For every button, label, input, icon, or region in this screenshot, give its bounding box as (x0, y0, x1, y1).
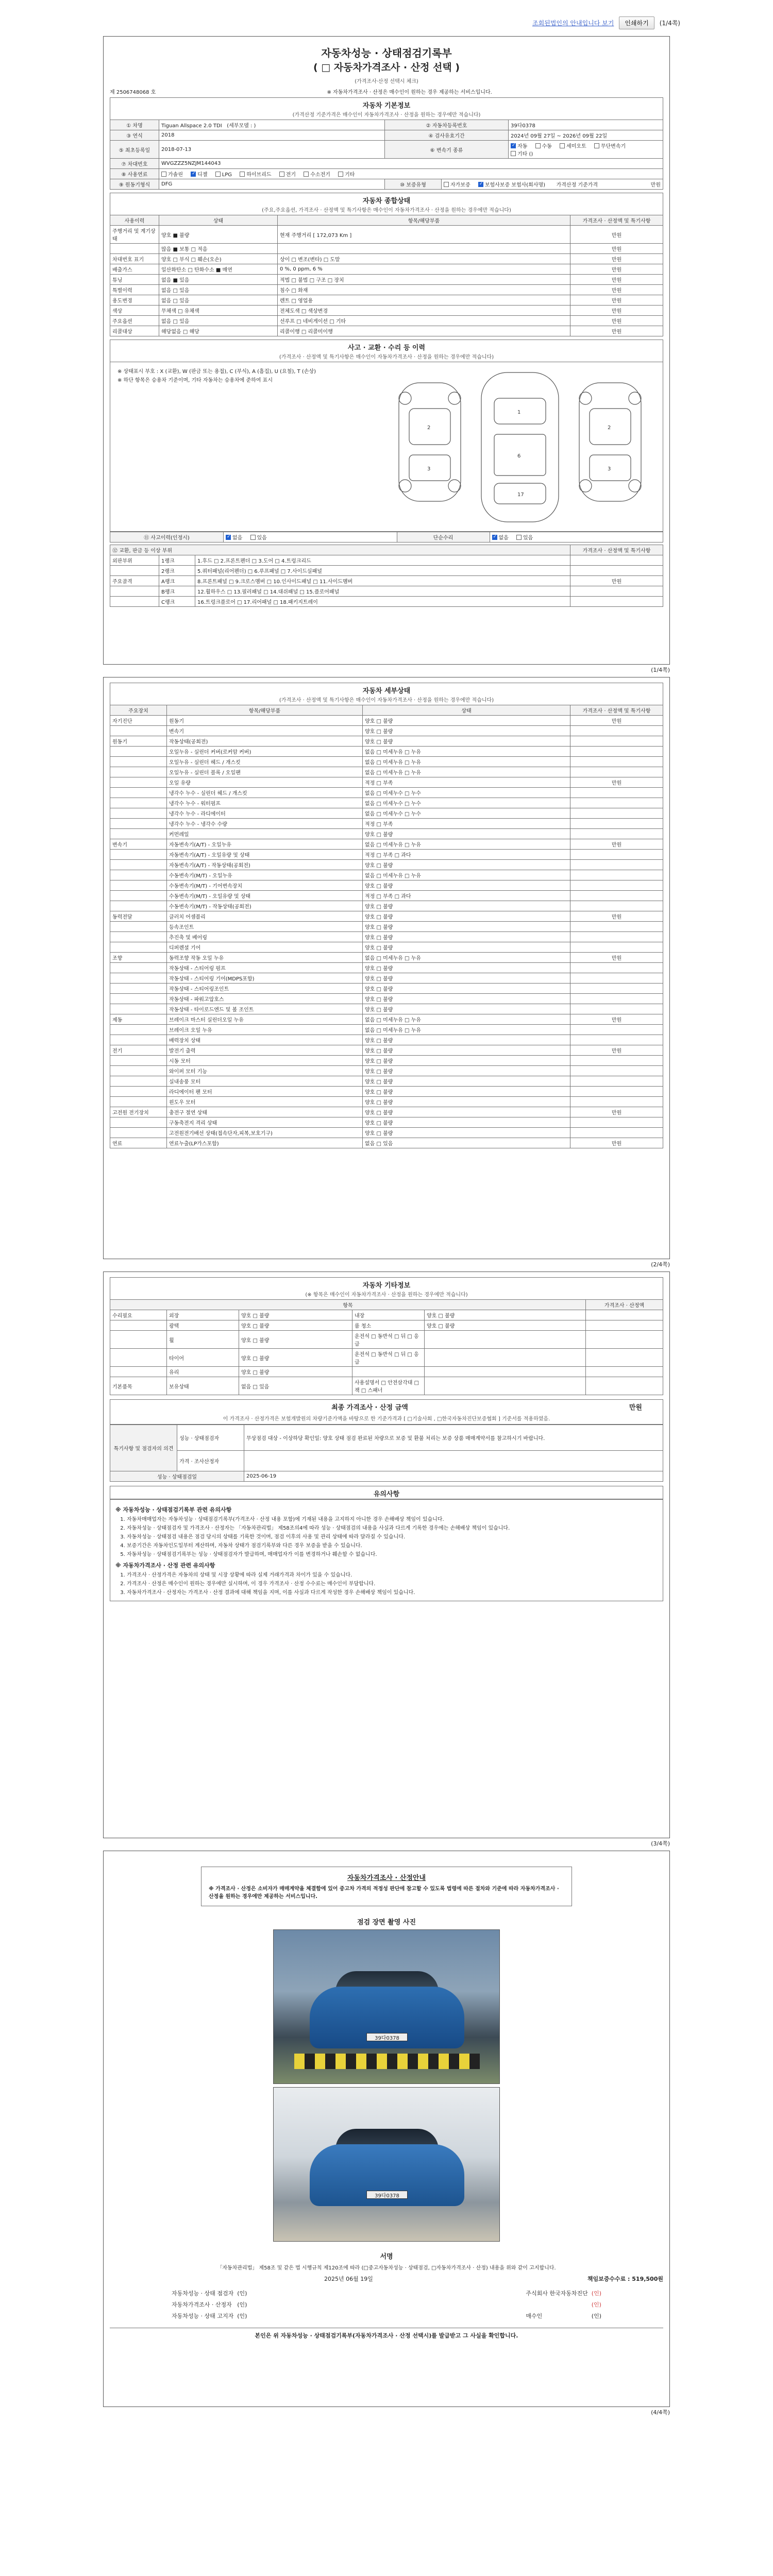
table-row: 냉각수 누수 - 워터펌프 없음 □ 미세누수 □ 누수 (110, 798, 663, 808)
engine-label: ⑨ 원동기형식 (110, 179, 159, 190)
accident-sub: (가격조사 · 산정액 및 특기사항은 매수인이 자동차가격조사 · 산정을 원하는 경우에만 적습니다) (110, 352, 663, 362)
table-row: 주행거리 및 계기상태 양호 ■ 불량 현재 주행거리 [ 172,073 Km ] 만원 (110, 226, 663, 244)
price-guide-title: 자동차가격조사 · 산정안내 (347, 1874, 426, 1882)
inspect-date-value: 2025-06-19 (244, 1471, 663, 1482)
table-row: 작동상태 - 스티어링 기어(MDPS포함) 양호 □ 불량 (110, 973, 663, 984)
first-reg-value: 2018-07-13 (159, 141, 385, 159)
table-row: 색상 무채색 □ 유채색 전체도색 □ 색상변경 만원 (110, 306, 663, 316)
list-item: 1. 가격조사 · 산정가격은 자동차의 상태 및 시장 상황에 따라 실제 거래가격과 차이가 있을 수 있습니다. (127, 1571, 658, 1579)
table-row: 많음 ■ 보통 □ 적음 만원 (110, 244, 663, 254)
table-row: 배력장치 상태 양호 □ 불량 (110, 1035, 663, 1045)
inspection-photo-front (273, 1929, 500, 2084)
table-row: 작동상태 - 파워고압호스 양호 □ 불량 (110, 994, 663, 1004)
table-row: 디퍼렌셜 기어 양호 □ 불량 (110, 942, 663, 953)
page-number: (1/4쪽) (651, 667, 670, 673)
table-row: 차대번호 표기 양호 □ 부식 □ 훼손(오손) 상이 □ 변조(변타) □ 도말 만원 (110, 254, 663, 264)
checkbox-icon (161, 172, 166, 177)
year-label: ③ 연식 (110, 130, 159, 141)
inspect-period-label: ④ 검사유효기간 (384, 130, 508, 141)
table-row: 자동변속기(A/T) - 작동상태(공회전) 양호 □ 불량 (110, 860, 663, 870)
car-diagram-box (110, 362, 663, 532)
final-price-note: 이 가격조사 · 산정가격은 보험개발원의 차량기준가액을 바탕으로 한 기준가격과 [ □기술사회 , □한국자동차진단보증협회 ] 기준서를 적용하였음. (110, 1412, 663, 1425)
accident-yes[interactable]: 있음 (250, 535, 267, 541)
price-basis-unit: 만원 (650, 182, 661, 188)
accident-q2-label: 단순수리 (397, 532, 490, 543)
accident-q1-label: ⑪ 사고이력(인정시) (110, 532, 224, 543)
table-row: 원동기 작동상태(공회전) 양호 □ 불량 (110, 736, 663, 747)
fuel-opt-electric[interactable]: 전기 (279, 172, 296, 178)
other-info-table (110, 1299, 663, 1395)
exchange-price-header: 가격조사 · 산정액 및 특기사항 (570, 545, 663, 555)
detail-table (110, 705, 663, 1148)
table-row: 외판부위 1랭크 1.후드 □ 2.프론트펜더 □ 3.도어 □ 4.트렁크리드 (110, 555, 663, 566)
detail-col-header: 주요장치 (110, 705, 167, 716)
table-row: 2랭크 5.쿼터패널(리어펜더) □ 6.루프패널 □ 7.사이드실패널 (110, 566, 663, 576)
repair-none[interactable]: ✓ 없음 (492, 535, 509, 541)
basic-info-table: ① 차명 Tiguan Allspace 2.0 TDI (세부모델 : ) ② 자동차등록번호 39다0378 ③ 연식 2018 ④ 검사유효기간 2024년 09월 27일 ~ 2026년 09월 22일 ⑤ 최초등록일 2018-07-13 ⑥ 변속기 종류 ✓자동 수동 세미오토 무단변속기 기타 () ⑦ 차대번호 WVGZZZ5NZJM144043 ⑧ 사용연료 가솔린 ✓ 디젤 LPG 하이브리드 전기 수소전기 기타 ⑨ 원동기형식 DFG ⑩ 보증유형 자가보증 ✓ 보험사보증 보험사(회사명) 가격산정 기준가격 만원 (110, 120, 663, 190)
fuel-opt-gasoline[interactable]: 가솔린 (161, 172, 183, 178)
table-row: 커먼레일 양호 □ 불량 (110, 829, 663, 839)
price-guide-box (201, 1867, 572, 1906)
engine-value: DFG (159, 179, 385, 190)
trans-opt-auto[interactable]: ✓자동 (511, 144, 527, 149)
list-item: 2. 자동차성능 · 상태점검자 및 가격조사 · 산정자는 「자동차관리법」 제58조의4에 따라 성능 · 상태점검의 내용을 사실과 다르게 기록한 경우에는 손해배상 책임이 있습니다. (127, 1524, 658, 1532)
svg-text:17: 17 (517, 492, 524, 498)
trans-opt-semi[interactable]: 세미오토 (560, 144, 586, 149)
photo-plate: 39다0378 (366, 2191, 408, 2199)
checkbox-icon (444, 182, 449, 187)
table-row: 가격 · 조사산정자 (110, 1451, 663, 1471)
detail-col-header: 항목/해당부품 (167, 705, 363, 716)
table-row: 배출가스 일산화탄소 □ 탄화수소 ■ 매연 0 %, 0 ppm, 6 % 만원 (110, 264, 663, 275)
caution-title-2: ※ 자동차가격조사 · 산정 관련 유의사항 (115, 1562, 215, 1569)
exchange-heading: ⑫ 교환, 판금 등 이상 부위 (110, 545, 570, 555)
table-row: 냉각수 누수 - 라디에이터 없음 □ 미세누수 □ 누수 (110, 808, 663, 819)
table-row: 수동변속기(M/T) - 작동상태(공회전) 양호 □ 불량 (110, 901, 663, 911)
page-number: (2/4쪽) (651, 1261, 670, 1268)
table-row: 조향 동력조향 작동 오일 누유 없음 □ 미세누유 □ 누유 만원 (110, 953, 663, 963)
table-row: B랭크 12.휠하우스 □ 13.필러패널 □ 14.대쉬패널 □ 15.플로어패널 (110, 586, 663, 597)
price-basis-label: 가격산정 기준가격 (556, 182, 598, 188)
top-toolbar (93, 0, 680, 36)
page-number: (3/4쪽) (651, 1840, 670, 1847)
document-title: 자동차성능 · 상태점검기록부 (321, 47, 452, 59)
price-guide-text: ※ 가격조사 · 산정은 소비자가 매매계약을 체결함에 있어 중고차 가격의 적정성 판단에 참고할 수 있도록 법령에 따른 절차와 기준에 따라 자동차가격조사 · 산정을 원하는 경우에만 제공하는 서비스입니다. (209, 1886, 559, 1900)
signers-block (110, 2284, 663, 2325)
table-row: 변속기 자동변속기(A/T) - 오일누유 없음 □ 미세누유 □ 누유 만원 (110, 839, 663, 850)
sheet-page-2 (103, 677, 670, 1259)
table-row: 변속기 양호 □ 불량 (110, 726, 663, 736)
page-number: (4/4쪽) (651, 2409, 670, 2416)
transmission-label: ⑥ 변속기 종류 (384, 141, 508, 159)
checkbox-icon (560, 143, 565, 148)
table-row: 윈도우 모터 양호 □ 불량 (110, 1097, 663, 1107)
list-item: 1. 자동차매매업자는 자동차성능 · 상태점검기록부(가격조사 · 산정 내용 포함)에 기재된 내용을 고지하지 아니한 경우 손해배상 책임이 있습니다. (127, 1516, 658, 1523)
table-row: 자동변속기(A/T) - 오일유량 및 상태 적정 □ 부족 □ 과다 (110, 850, 663, 860)
table-row: 고전원 전기장치 충전구 절연 상태 양호 □ 불량 만원 (110, 1107, 663, 1117)
status-col-header: 상태 (159, 215, 278, 226)
table-row: 용도변경 없음 □ 있음 렌트 □ 영업용 만원 (110, 295, 663, 306)
signer-row: 자동차성능 · 상태 고지자 (인) (172, 2313, 247, 2319)
table-row: 브레이크 오일 누유 없음 □ 미세누유 □ 누유 (110, 1025, 663, 1035)
checkbox-icon (492, 535, 497, 540)
final-price-heading: 최종 가격조사 · 산정 금액 만원 (110, 1399, 663, 1412)
list-item: 5. 자동차성능 · 상태점검기록부는 성능 · 상태점검자가 발급하며, 매매업자가 이를 변경하거나 훼손할 수 없습니다. (127, 1551, 658, 1558)
car-name-value: Tiguan Allspace 2.0 TDI (161, 123, 222, 129)
transmission-options (509, 141, 663, 159)
table-row: 등속조인트 양호 □ 불량 (110, 922, 663, 932)
table-row: 시동 모터 양호 □ 불량 (110, 1056, 663, 1066)
other-col-price: 가격조사 · 산정액 (586, 1300, 663, 1310)
table-row: 제동 브레이크 마스터 실린더오일 누유 없음 □ 미세누유 □ 누유 만원 (110, 1014, 663, 1025)
accident-none[interactable]: ✓ 없음 (226, 535, 242, 541)
table-row: 작동상태 - 스티어링 펌프 양호 □ 불량 (110, 963, 663, 973)
list-item: 3. 자동차가격조사 · 산정자는 가격조사 · 산정 결과에 대해 책임을 지며, 이를 사실과 다르게 작성한 경우 손해배상 책임이 있습니다. (127, 1589, 658, 1597)
detail-heading: 자동차 세부상태 (110, 683, 663, 696)
inspect-date-label: 성능 · 상태점검일 (110, 1471, 244, 1482)
print-button[interactable]: 인쇄하기 (619, 16, 654, 29)
status-col-header: 사용이력 (110, 215, 159, 226)
table-row: 휠 양호 □ 불량 운전석 □ 동반석 □ 뒤 □ 응급 (110, 1331, 663, 1349)
photo-heading: 점검 장면 촬영 사진 (357, 1919, 416, 1926)
svg-text:6: 6 (517, 453, 521, 459)
year-value: 2018 (159, 130, 385, 141)
table-row: 오일누유 - 실린더 블록 / 오일팬 없음 □ 미세누유 □ 누유 (110, 767, 663, 777)
caution-heading: 유의사항 (110, 1486, 663, 1499)
fuel-opt-hybrid[interactable]: 하이브리드 (240, 172, 271, 178)
sheet-page-4 (103, 1851, 670, 2407)
notice-link[interactable]: 조회된법인의 안내입니다 보기 (532, 19, 614, 27)
table-row: 오일 유량 적정 □ 부족 만원 (110, 777, 663, 788)
table-row: 수동변속기(M/T) - 기어변속장치 양호 □ 불량 (110, 880, 663, 891)
trans-opt-cvt[interactable]: 무단변속기 (594, 144, 626, 149)
table-row: 주요골격 A랭크 8.프론트패널 □ 9.크로스멤버 □ 10.인사이드패널 □ 11.사이드멤버 만원 (110, 576, 663, 586)
car-diagram (378, 362, 663, 531)
table-row: 타이어 양호 □ 불량 운전석 □ 동반석 □ 뒤 □ 응급 (110, 1349, 663, 1367)
checkbox-icon (240, 172, 245, 177)
status-sub: (주요,주요옵션, 가격조사 · 산정액 및 특기사항은 매수인이 자동차가격조사 · 산정을 원하는 경우에만 적습니다) (110, 206, 663, 215)
basic-info-heading: 자동차 기본정보 (110, 97, 663, 110)
page-indicator: (1/4쪽) (659, 19, 680, 27)
table-row: 연료 연료누출(LP가스포함) 없음 □ 있음 만원 (110, 1138, 663, 1148)
other-info-heading: 자동차 기타정보 (110, 1277, 663, 1290)
checkbox-icon (511, 151, 516, 156)
svg-text:2: 2 (427, 425, 431, 431)
table-row: 작동상태 - 스티어링조인트 양호 □ 불량 (110, 984, 663, 994)
table-row: 실내송풍 모터 양호 □ 불량 (110, 1076, 663, 1087)
warranty-label: ⑩ 보증유형 (384, 179, 441, 190)
table-row: 리콜대상 해당없음 □ 해당 리콜이행 □ 리콜미이행 만원 (110, 326, 663, 336)
warranty-opt-insurer[interactable]: ✓ 보험사보증 보험사(회사명) (478, 182, 545, 188)
table-row: 오일누유 - 실린더 헤드 / 개스킷 없음 □ 미세누유 □ 누유 (110, 757, 663, 767)
table-row: 튜닝 없음 ■ 있음 적법 □ 불법 □ 구조 □ 장치 만원 (110, 275, 663, 285)
caution-title-1: ※ 자동차성능 · 상태점검기록부 관련 유의사항 (115, 1506, 232, 1513)
sign-heading: 서명 (110, 2249, 663, 2261)
signer-row: 자동차성능 · 상태 점검자 (인) (172, 2290, 247, 2297)
detail-sub: (가격조사 · 산정액 및 특기사항은 매수인이 자동차가격조사 · 산정을 원하는 경우에만 적습니다) (110, 696, 663, 705)
sheet-page-3 (103, 1272, 670, 1838)
table-row: 추진축 및 베어링 양호 □ 불량 (110, 932, 663, 942)
sheet-page-1 (103, 36, 670, 665)
checkbox-icon (215, 172, 221, 177)
status-col-header: 항목/해당부품 (278, 215, 570, 226)
table-row: 전기 발전기 출력 양호 □ 불량 만원 (110, 1045, 663, 1056)
accident-q2-options (490, 532, 663, 543)
detail-col-header: 상태 (363, 705, 570, 716)
doc-meta-row (110, 88, 663, 95)
warranty-opt-self[interactable]: 자가보증 (444, 182, 470, 188)
signer-row: (인) (591, 2301, 601, 2308)
status-heading: 자동차 종합상태 (110, 193, 663, 206)
trans-opt-etc[interactable]: 기타 () (511, 151, 533, 157)
status-table (110, 215, 663, 336)
sign-law-text: 「자동차관리법」 제58조 및 같은 법 시행규칙 제120조에 따라 (□중고자동차성능 · 상태점검, □자동차가격조사 · 산정) 내용을 위와 같이 고지합니다. (217, 2265, 556, 2271)
svg-text:3: 3 (427, 466, 431, 472)
caution-box (110, 1499, 663, 1601)
fuel-opt-diesel[interactable]: ✓ 디젤 (191, 172, 207, 178)
detail-body (110, 716, 663, 1148)
other-col-item: 항목 (110, 1300, 586, 1310)
fuel-label: ⑧ 사용연료 (110, 169, 159, 179)
sign-date: 2025년 06월 19일 (324, 2276, 373, 2282)
checkbox-icon (511, 143, 516, 148)
table-row: 수리필요 외장 양호 □ 불량 내장 양호 □ 불량 (110, 1310, 663, 1320)
warranty-options (441, 179, 663, 190)
car-outline-icon (378, 362, 667, 531)
signer-row: 매수인 (인) (526, 2313, 601, 2319)
table-row: 특기사항 및 점검자의 의견 성능 · 상태점검자 무상점검 대상 - 이상하당 확인일: 양호 상태 점검 완료된 차량으로 보증 및 환불 처리는 보증 상품 매매계약서를 참고하시기 바랍니다. (110, 1425, 663, 1451)
table-row: 작동상태 - 타이로드엔드 및 볼 조인트 양호 □ 불량 (110, 1004, 663, 1014)
vin-label: ⑦ 차대번호 (110, 159, 159, 169)
signer-row: 자동차가격조사 · 산정자 (인) (172, 2301, 247, 2308)
list-item: 2. 가격조사 · 산정은 매수인이 원하는 경우에만 실시하며, 이 경우 가격조사 · 산정 수수료는 매수인이 부담합니다. (127, 1580, 658, 1588)
table-row: 냉각수 누수 - 냉각수 수량 적정 □ 부족 (110, 819, 663, 829)
svg-text:3: 3 (608, 466, 611, 472)
inspect-period-value: 2024년 09월 27일 ~ 2026년 09월 22일 (509, 130, 663, 141)
trans-opt-manual[interactable]: 수동 (535, 144, 552, 149)
svg-text:2: 2 (608, 425, 611, 431)
list-item: 3. 자동차성능 · 상태점검 내용은 점검 당시의 상태를 기록한 것이며, 점검 이후의 사용 및 관리 상태에 따라 달라질 수 있습니다. (127, 1533, 658, 1541)
fee-label: 책임보증수수료 : 519,500원 (587, 2276, 663, 2282)
list-item: 4. 보증기간은 자동차인도일부터 계산하며, 자동차 상태가 점검기록부와 다른 경우 보증을 받을 수 있습니다. (127, 1542, 658, 1550)
repair-yes[interactable]: 있음 (516, 535, 533, 541)
table-row: C랭크 16.트렁크플로어 □ 17.리어패널 □ 18.패키지트레이 (110, 597, 663, 607)
checkbox-icon (250, 535, 256, 540)
photo-plate: 39다0378 (366, 2033, 408, 2041)
exchange-table (110, 545, 663, 607)
fuel-opt-etc[interactable]: 기타 (338, 172, 355, 178)
table-row: 구동축전지 격리 상태 양호 □ 불량 (110, 1117, 663, 1128)
signer-row: 주식회사 한국자동차진단 (인) (526, 2290, 601, 2297)
reg-no-label: ② 자동차등록번호 (384, 120, 508, 130)
table-row: 유리 양호 □ 불량 (110, 1367, 663, 1377)
sign-date-row (110, 2273, 663, 2284)
fuel-options (159, 169, 663, 179)
checkbox-icon (478, 182, 483, 187)
checkbox-icon (304, 172, 309, 177)
table-row: 특별이력 없음 □ 있음 침수 □ 화재 만원 (110, 285, 663, 295)
table-row: 라디에이터 팬 모터 양호 □ 불량 (110, 1087, 663, 1097)
table-row: 기본품목 보유상태 없음 □ 있음 사용설명서 □ 안전삼각대 □ 잭 □ 스패너 (110, 1377, 663, 1395)
fuel-opt-lpg[interactable]: LPG (215, 172, 232, 178)
table-row: 광택 양호 □ 불량 룸 청소 양호 □ 불량 (110, 1320, 663, 1331)
detail-col-header: 가격조사 · 산정액 및 특기사항 (570, 705, 663, 716)
status-col-header: 가격조사 · 산정액 및 특기사항 (570, 215, 663, 226)
table-row: 고전원전기배선 상태(접속단자,피복,보호기구) 양호 □ 불량 (110, 1128, 663, 1138)
table-row: 자기진단 원동기 양호 □ 불량 만원 (110, 716, 663, 726)
detail-model-label: (세부모델 : (227, 123, 253, 129)
vin-value: WVGZZZ5NZJM144043 (159, 159, 663, 169)
other-info-sub: (※ 항목은 매수인이 자동차가격조사 · 산정을 원하는 경우에만 적습니다) (110, 1290, 663, 1299)
svg-text:1: 1 (517, 410, 521, 415)
reg-no-value: 39다0378 (509, 120, 663, 130)
footer-confirm: 본인은 위 자동차성능 · 상태점검기록부(자동차가격조사 · 산정 선택시)를 발급받고 그 사실을 확인합니다. (110, 2328, 663, 2340)
table-row: 오일누유 - 실린더 커버(로커암 커버) 없음 □ 미세누유 □ 누유 (110, 747, 663, 757)
document-subtitle: ( □ 자동차가격조사 · 산정 선택 ) (313, 62, 460, 73)
basic-info-sub: (가격산정 기준가격은 매수인이 자동차가격조사 · 산정을 원하는 경우에만 적습니다) (110, 110, 663, 120)
checkbox-icon (516, 535, 522, 540)
fuel-opt-hydrogen[interactable]: 수소전기 (304, 172, 330, 178)
table-row: 와이퍼 모터 기능 양호 □ 불량 (110, 1066, 663, 1076)
table-row: 동력전달 클러치 어셈블리 양호 □ 불량 만원 (110, 911, 663, 922)
checkbox-icon (226, 535, 231, 540)
accident-q1-options (224, 532, 397, 543)
checkbox-icon (191, 172, 196, 177)
checkbox-icon (594, 143, 599, 148)
table-row: 수동변속기(M/T) - 오일유량 및 상태 적정 □ 부족 □ 과다 (110, 891, 663, 901)
table-row: 주요옵션 없음 □ 있음 선루프 □ 네비게이션 □ 기타 만원 (110, 316, 663, 326)
first-reg-label: ⑤ 최초등록일 (110, 141, 159, 159)
doc-number: 제 2506748068 호 (110, 90, 156, 95)
doc-service-note: ※ 자동차가격조사 · 산정은 매수인이 원하는 경우 제공하는 서비스입니다. (327, 90, 492, 95)
document-note: (가격조사·산정 선택시 체크) (355, 79, 418, 84)
checkbox-icon (535, 143, 541, 148)
checkbox-icon (279, 172, 284, 177)
accident-history-table (110, 532, 663, 543)
table-row: 수동변속기(M/T) - 오일누유 없음 □ 미세누유 □ 누유 (110, 870, 663, 880)
other-body (110, 1310, 663, 1395)
accident-heading: 사고 · 교환 · 수리 등 이력 (110, 340, 663, 352)
opinion-table (110, 1425, 663, 1482)
inspection-photo-rear (273, 2087, 500, 2242)
diagram-legend: ※ 상태표시 부호 : X (교환), W (판금 또는 용접), C (부식), A (흠집), U (요철), T (손상) ※ 하단 항목은 승용차 기준이며, 기타 자동차는 승용차에 준하여 표시 (117, 369, 316, 383)
checkbox-icon (338, 172, 343, 177)
table-row: 냉각수 누수 - 실린더 헤드 / 개스킷 없음 □ 미세누수 □ 누수 (110, 788, 663, 798)
car-name-label: ① 차명 (110, 120, 159, 130)
